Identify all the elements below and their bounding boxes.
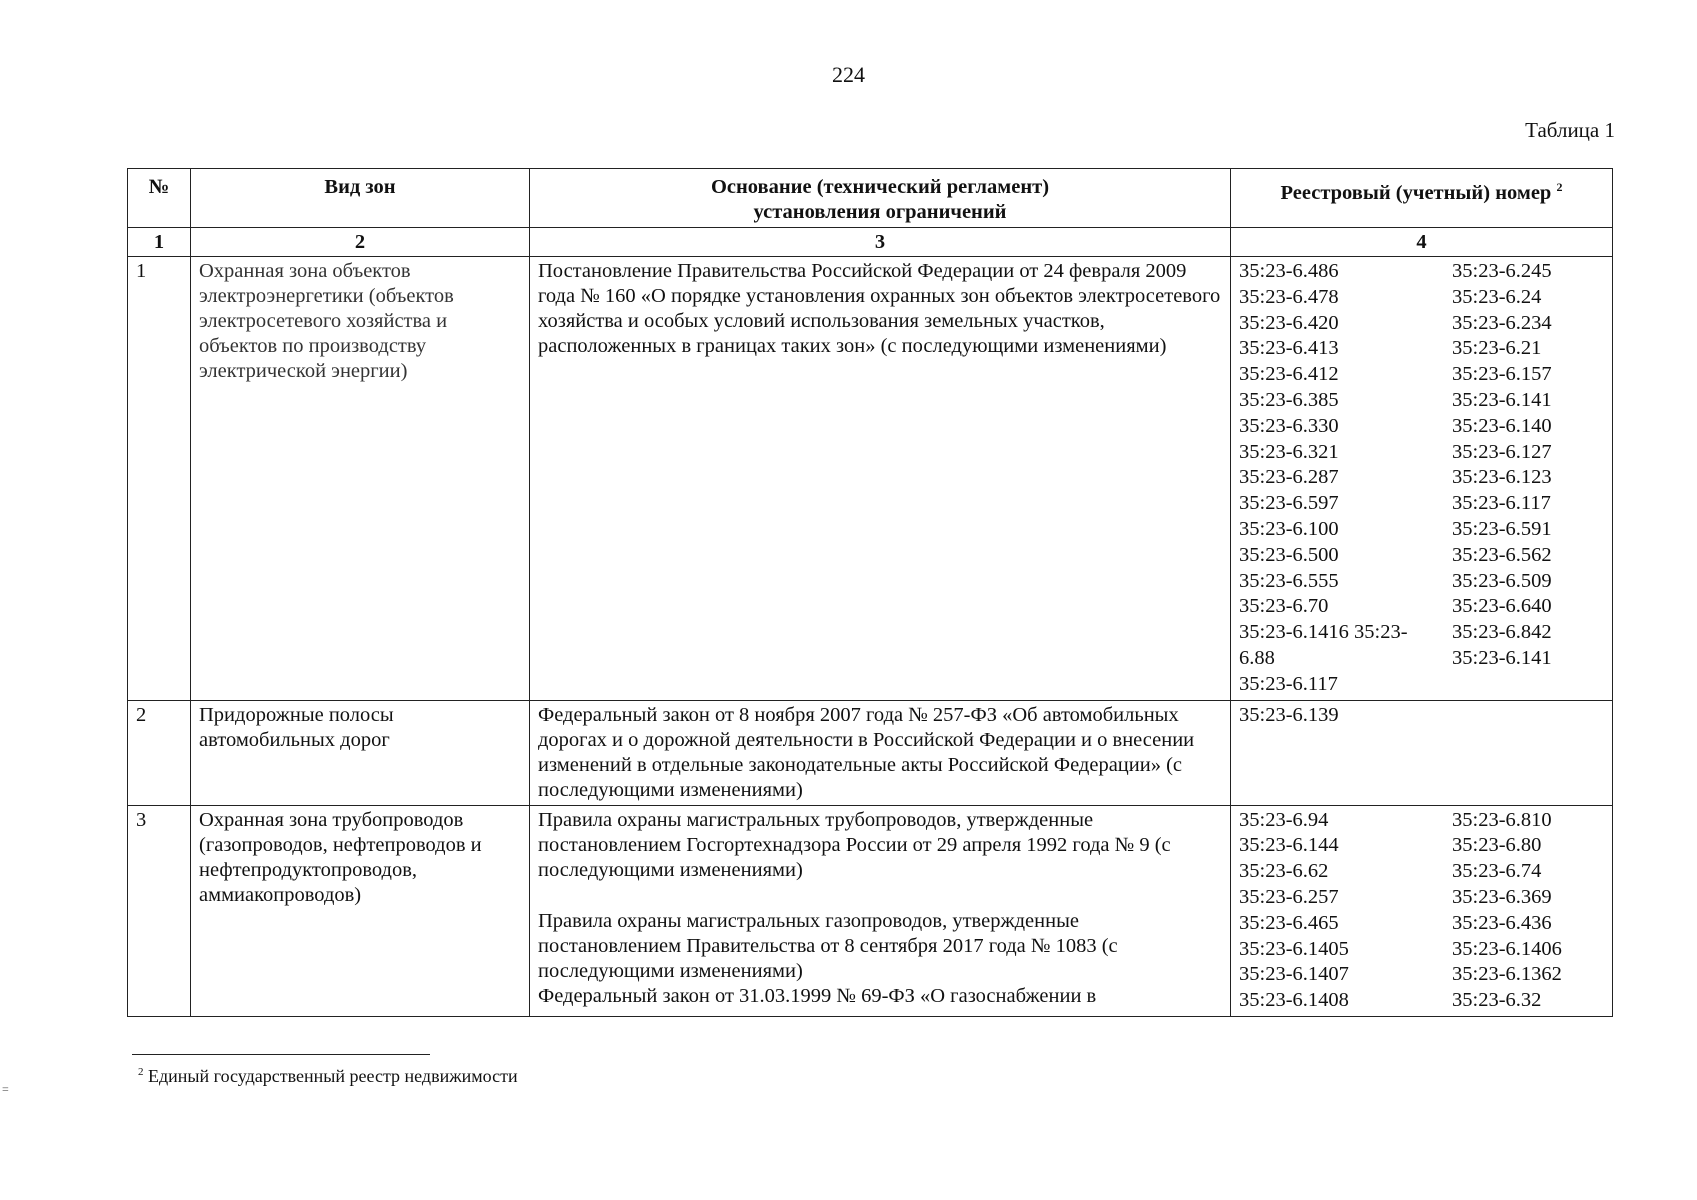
registry-code: 35:23-6.420 — [1239, 311, 1339, 334]
registry-code: 35:23-6.591 — [1452, 517, 1552, 540]
header-zone-type: Вид зон — [191, 169, 530, 228]
registry-code: 35:23-6.1406 — [1452, 937, 1562, 960]
row-number: 2 — [128, 700, 191, 805]
basis-cell — [530, 257, 1231, 701]
registry-code: 35:23-6.234 — [1452, 311, 1552, 334]
registry-code: 35:23-6.369 — [1452, 885, 1552, 908]
basis-cell — [530, 805, 1231, 1016]
registry-code: 35:23-6.1416 35:23- — [1239, 621, 1408, 644]
registry-code: 35:23-6.140 — [1452, 414, 1552, 437]
table-row — [128, 700, 1613, 805]
registry-code: 35:23-6.500 — [1239, 543, 1339, 566]
margin-mark: = — [2, 1082, 9, 1096]
column-number: 4 — [1231, 228, 1613, 257]
registry-code: 35:23-6.144 — [1239, 834, 1339, 857]
registry-code: 35:23-6.562 — [1452, 543, 1552, 566]
registry-code: 35:23-6.555 — [1239, 569, 1339, 592]
registry-code: 35:23-6.640 — [1452, 595, 1552, 618]
registry-code: 35:23-6.321 — [1239, 440, 1339, 463]
footnote-divider — [132, 1054, 430, 1055]
registry-code: 35:23-6.141 — [1452, 388, 1552, 411]
registry-code: 35:23-6.330 — [1239, 414, 1339, 437]
registry-code: 35:23-6.465 — [1239, 911, 1339, 934]
header-number: № — [128, 169, 191, 228]
header-basis: Основание (технический регламент) установления ограничений — [530, 169, 1231, 228]
registry-code: 35:23-6.257 — [1239, 885, 1339, 908]
basis-text: Федеральный закон от 31.03.1999 № 69-ФЗ «О газоснабжении в — [538, 984, 1097, 1007]
table-row — [128, 257, 1613, 701]
codes-list-right — [1452, 259, 1552, 698]
registry-codes-cell — [1231, 805, 1613, 1016]
column-number: 1 — [128, 228, 191, 257]
registry-code: 35:23-6.842 — [1452, 621, 1552, 644]
codes-list-left — [1239, 259, 1452, 698]
page-number: 224 — [832, 62, 865, 87]
header-row — [128, 169, 1613, 228]
registry-code: 35:23-6.94 — [1239, 808, 1329, 831]
table-row — [128, 805, 1613, 1016]
registry-code: 6.88 — [1239, 646, 1275, 669]
registry-codes-cell — [1231, 700, 1613, 805]
zone-type-cell: Придорожные полосы автомобильных дорог — [191, 700, 530, 805]
registry-code: 35:23-6.117 — [1239, 672, 1338, 695]
footnote-ref: 2 — [1556, 180, 1563, 194]
registry-code: 35:23-6.123 — [1452, 466, 1552, 489]
registry-code: 35:23-6.1408 — [1239, 989, 1349, 1012]
registry-code: 35:23-6.141 — [1452, 646, 1552, 669]
registry-code: 35:23-6.74 — [1452, 860, 1542, 883]
registry-code: 35:23-6.478 — [1239, 285, 1339, 308]
basis-text: Правила охраны магистральных газопроводов, утвержденные постановлением Правительства от 8 сентября 2017 года № 1083 (с последующими изменениями) — [538, 909, 1118, 982]
column-number: 2 — [191, 228, 530, 257]
zone-type-cell: Охранная зона трубопроводов (газопроводов, нефтепроводов и нефтепродуктопроводов, аммиакопроводов) — [191, 805, 530, 1016]
basis-text: Правила охраны магистральных трубопроводов, утвержденные постановлением Госгортехнадзора России от 29 апреля 1992 года № 9 (с последующими изменениями) — [538, 808, 1171, 881]
registry-code: 35:23-6.413 — [1239, 337, 1339, 360]
row-number: 3 — [128, 805, 191, 1016]
registry-code: 35:23-6.80 — [1452, 834, 1542, 857]
registry-code: 35:23-6.509 — [1452, 569, 1552, 592]
registry-code: 35:23-6.70 — [1239, 595, 1329, 618]
footnote-text: Единый государственный реестр недвижимости — [148, 1066, 518, 1086]
registry-code: 35:23-6.127 — [1452, 440, 1552, 463]
zone-type-cell: Охранная зона объектов электроэнергетики (объектов электросетевого хозяйства и объектов по производству электрической энергии) — [191, 257, 530, 701]
table-caption: Таблица 1 — [1525, 118, 1615, 142]
registry-code: 35:23-6.24 — [1452, 285, 1542, 308]
column-number: 3 — [530, 228, 1231, 257]
footnote — [138, 1066, 518, 1087]
registry-code: 35:23-6.1407 — [1239, 963, 1349, 986]
header-registry-number: Реестровый (учетный) номер $^2$ — [1231, 169, 1613, 228]
registry-code: 35:23-6.100 — [1239, 517, 1339, 540]
registry-code: 35:23-6.436 — [1452, 911, 1552, 934]
registry-code: 35:23-6.117 — [1452, 492, 1551, 515]
registry-code: 35:23-6.21 — [1452, 337, 1542, 360]
registry-code: 35:23-6.62 — [1239, 860, 1329, 883]
registry-code: 35:23-6.412 — [1239, 363, 1339, 386]
codes-list-left — [1239, 703, 1452, 729]
codes-list-left — [1239, 808, 1452, 1014]
registry-code: 35:23-6.287 — [1239, 466, 1339, 489]
row-number: 1 — [128, 257, 191, 701]
zones-table — [127, 168, 1613, 1017]
column-number-row — [128, 228, 1613, 257]
registry-code: 35:23-6.597 — [1239, 492, 1339, 515]
registry-code: 35:23-6.1405 — [1239, 937, 1349, 960]
registry-code: 35:23-6.810 — [1452, 808, 1552, 831]
basis-text: Постановление Правительства Российской Федерации от 24 февраля 2009 года № 160 «О порядке установления охранных зон объектов электросетевого хозяйства и особых условий использования земельных участков, расположенных в границах таких зон» (с последующими изменениями) — [538, 260, 1221, 357]
registry-code: 35:23-6.486 — [1239, 260, 1339, 282]
codes-list-right — [1452, 808, 1562, 1014]
registry-code: 35:23-6.157 — [1452, 363, 1552, 386]
basis-cell — [530, 700, 1231, 805]
registry-code: 35:23-6.1362 — [1452, 963, 1562, 986]
registry-code: 35:23-6.385 — [1239, 388, 1339, 411]
registry-codes-cell — [1231, 257, 1613, 701]
basis-text: Федеральный закон от 8 ноября 2007 года № 257-ФЗ «Об автомобильных дорогах и о дорожной деятельности в Российской Федерации и о внесении изменений в отдельные законодательные акты Российской Федерации» (с последующими изменениями) — [538, 703, 1195, 801]
registry-code: 35:23-6.32 — [1452, 989, 1542, 1012]
registry-code: 35:23-6.245 — [1452, 260, 1552, 282]
registry-code: 35:23-6.139 — [1239, 703, 1339, 726]
footnote-marker: 2 — [138, 1066, 144, 1078]
